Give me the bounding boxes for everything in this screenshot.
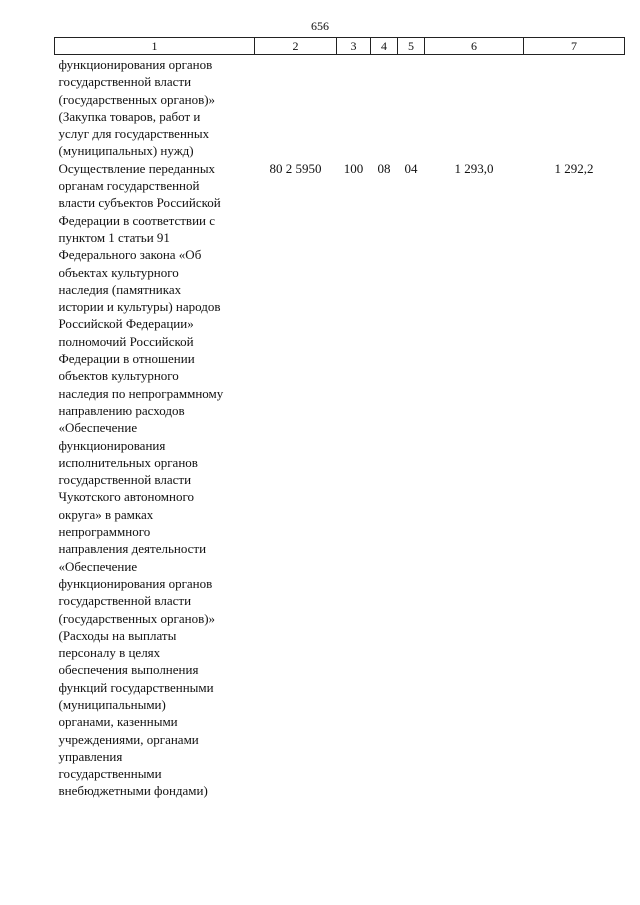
description-line: округа» в рамках xyxy=(58,506,154,522)
row-description xyxy=(55,160,255,800)
description-line: персоналу в целях xyxy=(58,645,161,661)
description-line: направления деятельности xyxy=(58,541,207,557)
table-row xyxy=(55,160,625,800)
budget-table xyxy=(54,37,625,800)
description-line: (Закупка товаров, работ и xyxy=(58,108,201,124)
row-sum-1 xyxy=(425,55,524,160)
row-vr xyxy=(337,55,371,160)
description-line: Осуществление переданных xyxy=(58,160,216,176)
description-line: объектах культурного xyxy=(58,264,179,280)
description-line: «Обеспечение xyxy=(58,420,138,436)
description-line: власти субъектов Российской xyxy=(58,195,221,211)
description-line: органами, казенными xyxy=(58,714,178,730)
description-line: наследия (памятниках xyxy=(58,281,182,297)
description-line: (государственных органов)» xyxy=(58,610,216,626)
description-line: (муниципальных) нужд) xyxy=(58,143,194,159)
description-line: полномочий Российской xyxy=(58,333,194,349)
description-line: Федерации в отношении xyxy=(58,351,195,367)
description-line: истории и культуры) народов xyxy=(58,299,221,315)
row-vr: 100 xyxy=(343,160,364,176)
description-line: объектов культурного xyxy=(58,368,179,384)
description-line: функционирования органов xyxy=(58,57,213,72)
description-line: учреждениями, органами xyxy=(58,731,199,747)
row-sum-2: 1 292,2 xyxy=(554,160,594,176)
header-col-1: 1 xyxy=(55,38,255,55)
page-number: 656 xyxy=(311,19,329,33)
description-line: «Обеспечение xyxy=(58,558,138,574)
row-code: 80 2 5950 xyxy=(269,160,322,176)
header-col-6: 6 xyxy=(425,38,524,55)
description-line: государственной власти xyxy=(58,74,192,90)
header-col-7: 7 xyxy=(524,38,625,55)
description-line: функций государственными xyxy=(58,679,214,695)
row-pr: 04 xyxy=(404,160,418,176)
description-line: направлению расходов xyxy=(58,402,185,418)
header-col-4: 4 xyxy=(371,38,398,55)
description-line: услуг для государственных xyxy=(58,126,210,142)
row-rz: 08 xyxy=(377,160,391,176)
description-line: функционирования xyxy=(58,437,166,453)
header-col-2: 2 xyxy=(255,38,337,55)
description-line: (государственных органов)» xyxy=(58,91,216,107)
description-line: исполнительных органов xyxy=(58,454,198,470)
row-rz xyxy=(371,55,398,160)
description-line: государственными xyxy=(58,766,162,782)
row-sum-1: 1 293,0 xyxy=(454,160,494,176)
description-line: Чукотского автономного xyxy=(58,489,194,505)
description-line: непрограммного xyxy=(58,524,151,540)
description-line: Российской Федерации» xyxy=(58,316,194,332)
header-col-3: 3 xyxy=(337,38,371,55)
description-line: органам государственной xyxy=(58,178,200,194)
description-line: пунктом 1 статьи 91 xyxy=(58,229,170,245)
table-row xyxy=(55,55,625,160)
description-line: управления xyxy=(58,748,123,764)
header-row xyxy=(55,38,625,55)
row-description xyxy=(55,55,255,160)
description-line: внебюджетными фондами) xyxy=(58,783,208,799)
description-line: государственной власти xyxy=(58,472,192,488)
description-line: Федерации в соответствии с xyxy=(58,212,216,228)
description-line: Федерального закона «Об xyxy=(58,247,202,263)
header-col-5: 5 xyxy=(398,38,425,55)
description-line: функционирования органов xyxy=(58,575,213,591)
row-pr xyxy=(398,55,425,160)
description-line: обеспечения выполнения xyxy=(58,662,199,678)
description-line: (муниципальными) xyxy=(58,696,166,712)
description-line: государственной власти xyxy=(58,593,192,609)
description-line: (Расходы на выплаты xyxy=(58,627,177,643)
row-sum-2 xyxy=(524,55,625,160)
description-line: наследия по непрограммному xyxy=(58,385,224,401)
row-code xyxy=(255,55,337,160)
